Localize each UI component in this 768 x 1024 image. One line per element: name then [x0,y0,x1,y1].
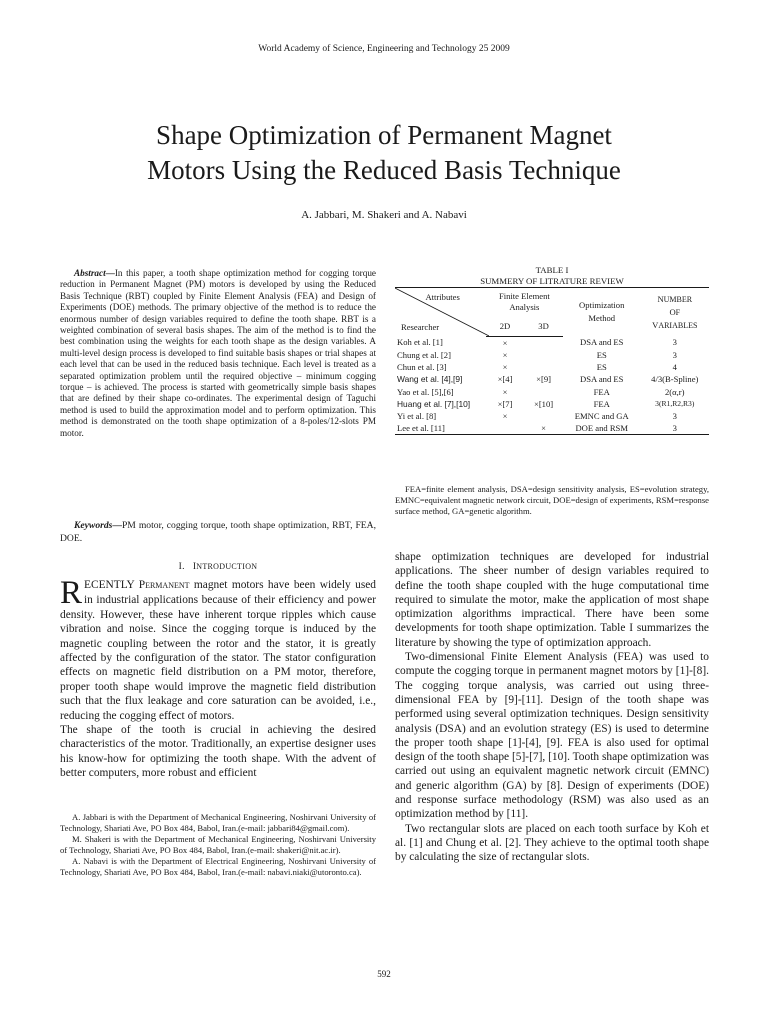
cell-2d: × [502,386,508,397]
cell-2d: ×[4] [497,374,513,384]
cell-researcher: Chung et al. [2] [397,349,451,360]
cell-vars: 3 [672,410,677,421]
cell-2d: × [502,361,508,372]
right-column-body [395,550,709,865]
cell-2d [486,422,524,435]
cell-vars: 4/3(B-Spline) [651,373,699,384]
keywords [60,520,376,545]
cell-3d: ×[9] [536,374,551,384]
right-paragraph-2: Two-dimensional Finite Element Analysis (FEA) was used to compute the cogging torque in permanent magnet motors by [1]-[8]. The cogging torque analysis, was carried out using three-dimensional FEA by [9]-[11]. Design of the tooth shape was performed using several optimization techniques. Design sensitivity analysis (DSA) and an evolution strategy (ES) is used to determine the proper tooth shape [1]-[4], [9]. FEA is also used for optimal design of the tooth shape [5]-[7], [10]. Tooth shape optimization was carried out using an equivalent magnetic network circuit (EMNC) and generic algorithm (GA) by [8]. Design of experiments (DOE) and response surface methodology (RSM) was also used as an optimization method by [11]. [395,651,709,821]
keywords-label: Keywords [74,520,113,531]
intro-paragraph-1-text: magnet motors have been widely used in industrial applications because of their efficiency and power density. However, these have inherent torque ripples which cause vibration and noise. Since the cogging torque is induced by the magnetic coupling between the rotor and the stator, it is greatly affected by the configuration of the stator. The stator configuration effects on magnetic field distribution on a PM motor, therefore, proper tooth shape would improve the magnetic field distribution such that the flux leakage and core saturation can be avoided, i.e., reducing the cogging effect of motors. [60,579,377,722]
header-optimization: Optimization Method [563,288,641,337]
section-numeral: I. [178,562,185,572]
abstract-dash: — [105,268,115,278]
table-body [395,336,709,434]
header-diagonal-cell [395,288,486,337]
header-attributes: Attributes [425,292,460,302]
cell-researcher: Lee et al. [11] [395,422,486,435]
intro-paragraph-1 [60,575,377,723]
cell-method: ES [596,361,607,372]
cell-method: DOE and RSM [563,422,641,435]
table-row [395,398,709,410]
keywords-text: PM motor, cogging torque, tooth shape optimization, RBT, FEA, DOE. [60,520,376,544]
footnote-jabbari: A. Jabbari is with the Department of Mechanical Engineering, Noshirvani University of Technology, Shariati Ave, PO Box 484, Babol, Iran.(e-mail: jabbari84@gmail.com). [60,812,376,833]
abstract [60,268,376,439]
header-nv-ariables: ARIABLES [658,320,698,330]
table-row [395,361,709,373]
cell-2d: × [502,349,508,360]
footnote-nabavi: A. Nabavi is with the Department of Electrical Engineering, Noshirvani University of Technology, Shariati Ave, PO Box 484, Babol, Iran.(e-mail: nabavi.niaki@utoronto.ca). [60,856,376,877]
cell-vars: 3 [672,337,677,348]
header-nv-umber: UMBER [663,294,693,304]
cell-2d: ×[7] [497,398,513,409]
literature-table [395,287,709,435]
cell-3d [524,336,563,349]
right-paragraph-3: Two rectangular slots are placed on each tooth surface by Koh et al. [1] and Chung et al. [2]. They achieve to the optimal tooth shape by calculating the size of rectangular slots. [395,822,709,864]
table-row [395,373,709,386]
title-line-1: Shape Optimization of Permanent Magnet [156,120,612,150]
table-number: TABLE I [535,265,569,275]
cell-researcher: Yi et al. [8] [397,410,437,421]
cell-method: FEA [593,398,610,409]
cell-3d [524,410,563,422]
header-number-of-variables [641,288,709,337]
header-nv-f: F [675,307,681,317]
header-researcher: Researcher [401,322,440,332]
cell-researcher: Koh et al. [1] [397,337,443,348]
cell-researcher: Huang et al. [7],[10] [397,398,471,409]
table-row [395,336,709,349]
cell-researcher: Chun et al. [3] [397,361,447,372]
cell-vars: 3 [641,422,709,435]
abstract-text: In this paper, a tooth shape optimization method for cogging torque reduction in Permanent Magnet (PM) motors is developed by using the Reduced Basis Technique (RBT) coupled by Finite Element Analysis (FEA) and Design of Experiments (DOE) methods. The primary objective of the method is to reduce the enormous number of design variables required to define the tooth shape. RBT is a weighted combination of several basis shapes. The aim of the method is to find the best combination using the weights for each tooth shape as the design variables. A multi-level design process is developed to find suitable basis shapes or trial shapes at each level that can be used in the reduced basis technique. Each level is treated as a separated optimization problem until the required objective – minimum cogging torque – is achieved. The process is started with geometrically simple basis shapes that are defined by their shape co-ordinates. The experimental design of Taguchi method is used to build the approximation model and to perform optimization. This method is demonstrated on the tooth shape optimization of a 8-poles/12-slots PM motor. [60,268,376,438]
cell-researcher: Yao et al. [5],[6] [397,386,454,397]
cell-method: EMNC and GA [574,410,629,421]
header-nv-v: V [652,319,659,330]
cell-3d [524,349,563,361]
cell-2d: × [502,410,508,421]
cell-vars: 2(α,r) [665,386,685,397]
paper-title [60,118,708,188]
keywords-dash: — [112,520,122,531]
section-title-rest: NTRODUCTION [196,562,258,571]
cell-method: DSA and ES [580,337,624,348]
cell-3d: ×[10] [533,398,554,409]
cell-2d: × [502,337,508,348]
cell-3d [524,386,563,398]
header-2d: 2D [486,316,524,337]
cell-method: FEA [593,386,610,397]
cell-vars: 3(R1,R2,R3) [655,399,695,408]
section-title-first: I [192,562,197,572]
drop-cap: R [60,575,83,611]
author-list: A. Jabbari, M. Shakeri and A. Nabavi [301,209,467,221]
table-title: SUMMERY OF LITRATURE REVIEW [480,276,624,286]
intro-paragraph-2: The shape of the tooth is crucial in achieving the desired characteristics of the motor. Traditionally, an expertise designer uses his know-how for optimizing the tooth shape. With the advent of better computers, more robust and efficient [60,724,376,780]
table-caption [395,265,709,287]
table-row [395,349,709,361]
cell-researcher: Wang et al. [4],[9] [397,374,463,384]
running-header: World Academy of Science, Engineering and Technology 25 2009 [258,44,510,54]
intro-body [60,575,377,781]
table-row [395,422,709,435]
table-abbreviations: FEA=finite element analysis, DSA=design sensitivity analysis, ES=evolution strategy, EMNC=equivalent magnetic network circuit, DOE=design of experiments, RSM=response surface method, GA=genetic algorithm. [395,484,709,516]
page-number: 592 [377,969,391,979]
cell-3d: × [524,422,563,435]
section-heading-introduction [60,562,376,572]
header-nv-o: O [669,306,676,317]
author-footnotes [60,812,376,878]
intro-lead-caps: ECENTLY P [84,579,146,591]
header-nv-n: N [657,293,664,304]
footnote-shakeri: M. Shakeri is with the Department of Mechanical Engineering, Noshirvani University of Technology, Shariati Ave, PO Box 484, Babol, Iran.(e-mail: shakeri@nit.ac.ir). [60,834,376,855]
intro-lead-small: ERMANENT [145,581,190,590]
abstract-label: Abstract [74,268,106,278]
cell-method: ES [596,349,607,360]
table-row [395,386,709,398]
header-fea: Finite Element Analysis [486,288,563,316]
cell-vars: 3 [672,349,677,360]
table-header-row-1 [395,288,709,316]
cell-3d [524,361,563,373]
table-row [395,410,709,422]
right-paragraph-1: shape optimization techniques are developed for industrial applications. The sheer number of design variables required to define the tooth shape coupled with the huge computational time required to simulate the motor, make the application of most shape optimization algorithms impractical. There have been some developments for tooth shape optimization. Table I summarizes the literature by showing the type of optimization approach. [395,551,709,649]
header-3d: 3D [524,316,563,337]
title-line-2: Motors Using the Reduced Basis Technique [147,155,621,185]
cell-method: DSA and ES [580,374,624,384]
cell-vars: 4 [672,361,677,372]
